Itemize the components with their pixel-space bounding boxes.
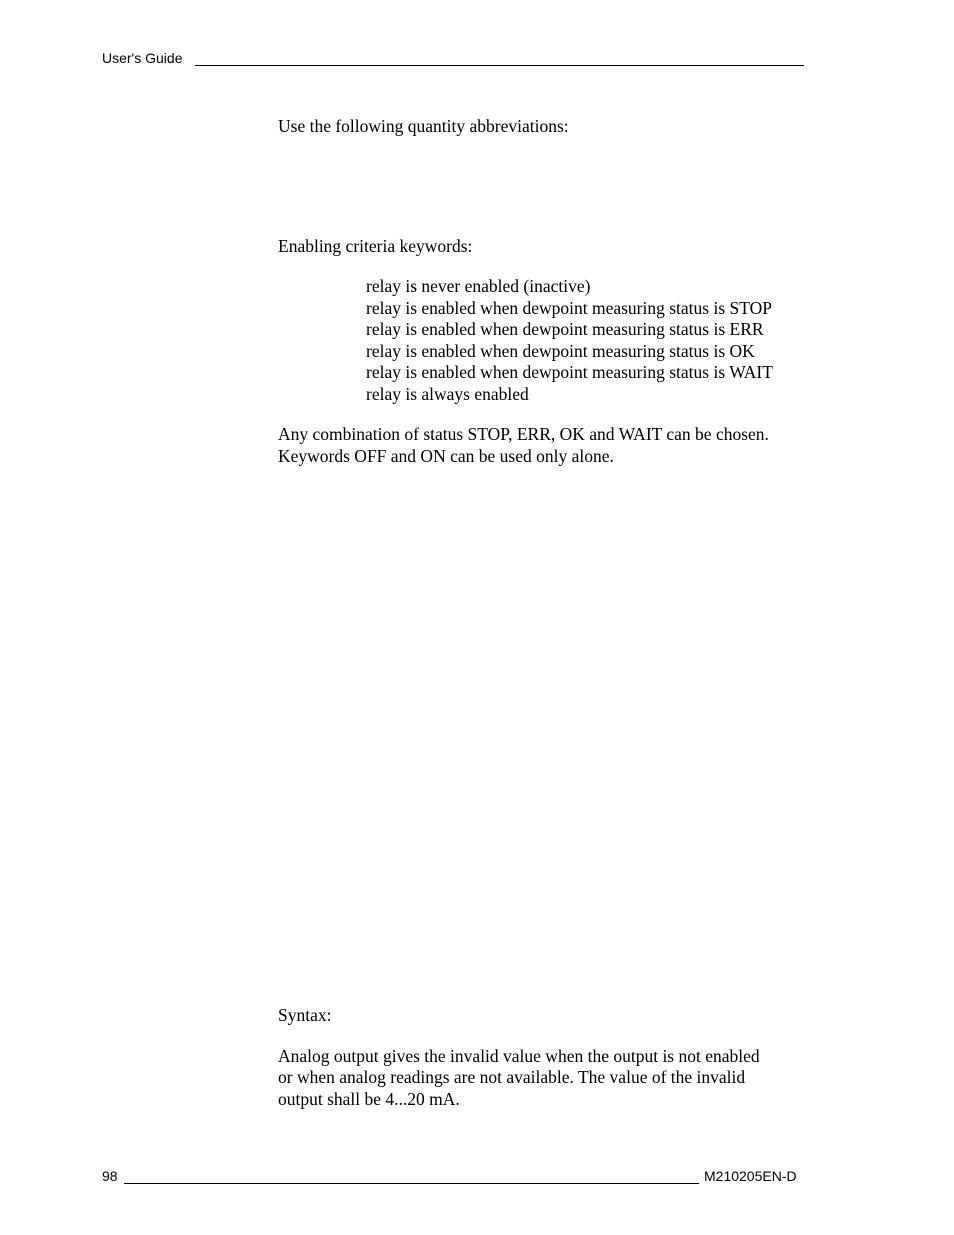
keyword-description-stop: relay is enabled when dewpoint measuring status is STOP (366, 298, 773, 318)
keyword-description-off: relay is never enabled (inactive) (366, 276, 591, 296)
page-number: 98 (102, 1168, 118, 1184)
header-rule (195, 65, 804, 66)
quantity-abbreviations-intro: Use the following quantity abbreviations: (278, 116, 569, 136)
document-code: M210205EN-D (704, 1168, 797, 1184)
syntax-label: Syntax: (278, 1005, 332, 1025)
running-header-title: User's Guide (102, 50, 183, 66)
keyword-description-on: relay is always enabled (366, 384, 529, 404)
keyword-description-wait: relay is enabled when dewpoint measuring status is WAIT (366, 362, 773, 382)
keyword-description-ok: relay is enabled when dewpoint measuring status is OK (366, 341, 755, 361)
enabling-criteria-heading: Enabling criteria keywords: (278, 236, 473, 256)
keyword-description-err: relay is enabled when dewpoint measuring status is ERR (366, 319, 764, 339)
analog-output-note-line: or when analog readings are not available. The value of the invalid (278, 1067, 746, 1087)
combination-note-line: Keywords OFF and ON can be used only alone. (278, 446, 614, 466)
analog-output-note-line: output shall be 4...20 mA. (278, 1089, 460, 1109)
footer-rule (124, 1183, 699, 1184)
combination-note-line: Any combination of status STOP, ERR, OK and WAIT can be chosen. (278, 424, 769, 444)
analog-output-note-line: Analog output gives the invalid value when the output is not enabled (278, 1046, 760, 1066)
